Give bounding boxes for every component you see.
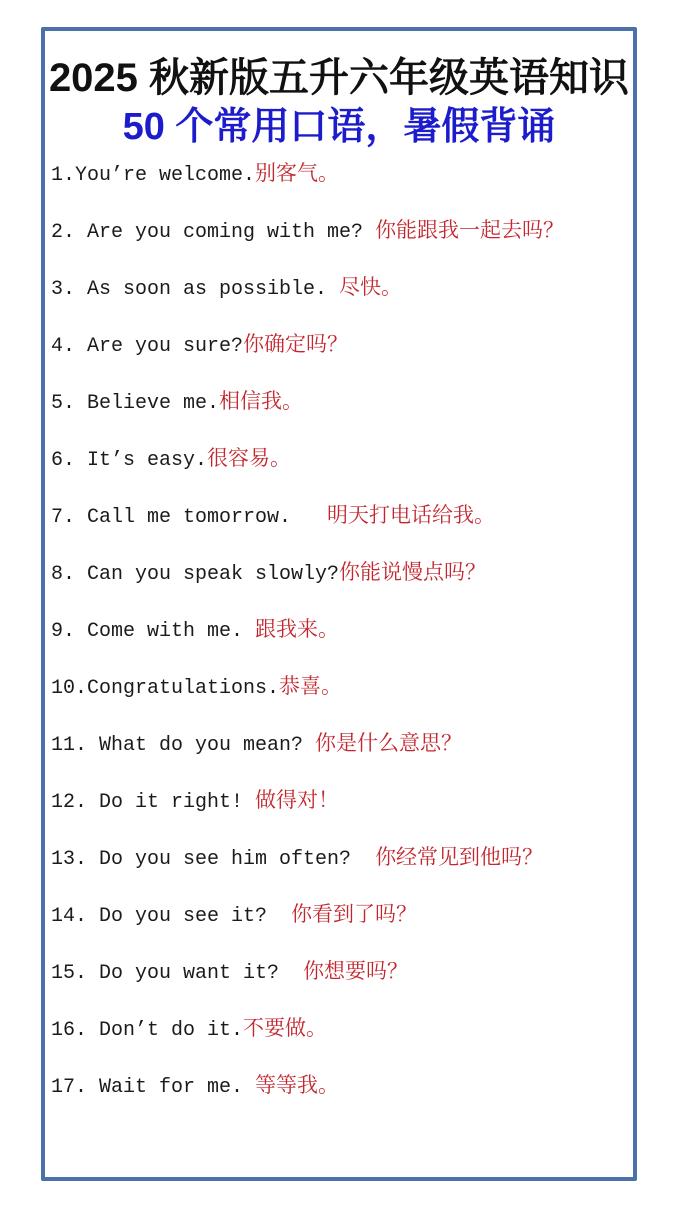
phrase-chinese: 尽快。 <box>339 275 403 299</box>
phrase-english: 12. Do it right! <box>51 791 256 814</box>
phrase-item <box>51 1073 633 1100</box>
document-border-frame <box>41 27 637 1181</box>
phrase-english: 11. What do you mean? <box>51 734 316 757</box>
phrase-english: 4. Are you sure? <box>51 335 244 358</box>
phrase-chinese: 相信我。 <box>219 389 304 413</box>
phrase-item <box>51 332 633 359</box>
phrase-english: 5. Believe me. <box>51 392 220 415</box>
phrase-item <box>51 161 633 188</box>
phrase-english: 3. As soon as possible. <box>51 278 340 301</box>
phrase-item <box>51 959 633 986</box>
phrase-chinese: 你想要吗？ <box>303 959 409 983</box>
phrase-chinese: 你确定吗？ <box>243 332 349 356</box>
phrase-chinese: 你能说慢点吗？ <box>339 560 487 584</box>
phrase-english: 2. Are you coming with me? <box>51 221 376 244</box>
phrase-item <box>51 845 633 872</box>
phrase-chinese: 恭喜。 <box>279 674 343 698</box>
phrase-item <box>51 389 633 416</box>
phrase-english: 15. Do you want it? <box>51 962 304 985</box>
phrase-item <box>51 503 633 530</box>
page-subtitle: 50 个常用口语，暑假背诵 <box>122 106 556 148</box>
phrase-item <box>51 275 633 302</box>
phrase-english: 10.Congratulations. <box>51 677 280 700</box>
phrase-item <box>51 218 633 245</box>
phrase-item <box>51 674 633 701</box>
phrase-item <box>51 446 633 473</box>
phrase-list <box>45 161 633 1100</box>
phrase-item <box>51 731 633 758</box>
phrase-english: 1.You’re welcome. <box>51 164 256 187</box>
phrase-item <box>51 560 633 587</box>
phrase-chinese: 做得对！ <box>255 788 340 812</box>
phrase-chinese: 你看到了吗？ <box>291 902 418 926</box>
phrase-chinese: 你是什么意思？ <box>315 731 463 755</box>
phrase-english: 7. Call me tomorrow. <box>51 506 328 529</box>
page-title: 2025 秋新版五升六年级英语知识 <box>48 56 630 100</box>
phrase-chinese: 不要做。 <box>243 1016 328 1040</box>
phrase-chinese: 等等我。 <box>255 1073 340 1097</box>
phrase-chinese: 你经常见到他吗？ <box>375 845 544 869</box>
phrase-item <box>51 617 633 644</box>
phrase-chinese: 明天打电话给我。 <box>327 503 496 527</box>
phrase-chinese: 跟我来。 <box>255 617 340 641</box>
phrase-chinese: 别客气。 <box>255 161 340 185</box>
phrase-english: 17. Wait for me. <box>51 1076 256 1099</box>
phrase-english: 9. Come with me. <box>51 620 256 643</box>
phrase-english: 6. It’s easy. <box>51 449 208 472</box>
phrase-english: 14. Do you see it? <box>51 905 292 928</box>
phrase-item <box>51 902 633 929</box>
phrase-chinese: 很容易。 <box>207 446 292 470</box>
phrase-english: 8. Can you speak slowly? <box>51 563 340 586</box>
phrase-item <box>51 788 633 815</box>
phrase-english: 13. Do you see him often? <box>51 848 376 871</box>
phrase-chinese: 你能跟我一起去吗？ <box>375 218 565 242</box>
phrase-english: 16. Don’t do it. <box>51 1019 244 1042</box>
phrase-item <box>51 1016 633 1043</box>
